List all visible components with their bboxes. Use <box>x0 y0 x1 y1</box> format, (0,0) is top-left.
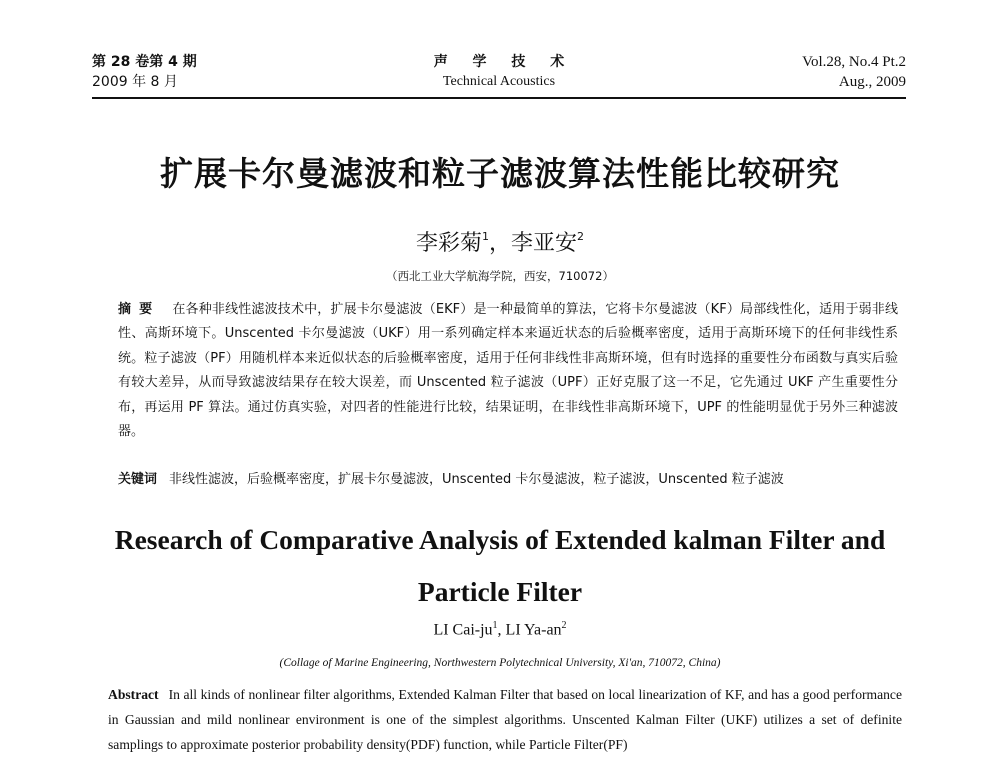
running-header <box>92 52 906 96</box>
author-2-cn: 李亚安 <box>511 231 578 256</box>
header-journal-name <box>92 52 906 92</box>
keywords-cn <box>118 468 898 492</box>
header-rule <box>92 97 906 99</box>
author-1-en: LI Cai-ju <box>433 621 493 639</box>
header-date-en: Aug., 2009 <box>838 74 906 90</box>
author-1-affil-mark: 1 <box>481 230 489 243</box>
abstract-cn <box>118 298 898 444</box>
abstract-cn-text: 在各种非线性滤波技术中，扩展卡尔曼滤波（EKF）是一种最简单的算法，它将卡尔曼滤波（KF）局部线性化，适用于弱非线性、高斯环境下。Unscented 卡尔曼滤波（UKF）用一系列确定样本来逼近状态的后验概率密度，适用于高斯环境下的任何非线性系统。粒子滤波（PF）用随机样本来近似状态的后验概率密度，适用于任何非线性非高斯环境，但有时选择的重要性分布函数与真实后验有较大差异，从而导致滤波结果存在较大误差，而 Unscented 粒子滤波（UPF）正好克服了这一不足，它先通过 UKF 产生重要性分布，再运用 PF 算法。通过仿真实验，对四者的性能进行比较，结果证明，在非线性非高斯环境下，UPF 的性能明显优于另外三种滤波器。 <box>118 302 898 440</box>
header-date-cn: 2009 年 8 月 <box>92 74 178 90</box>
paper-title-en <box>0 514 1000 618</box>
keywords-cn-text: 非线性滤波，后验概率密度，扩展卡尔曼滤波，Unscented 卡尔曼滤波，粒子滤波，Unscented 粒子滤波 <box>169 472 784 487</box>
authors-cn <box>0 226 1000 257</box>
header-vol-no: Vol.28, No.4 Pt.2 <box>802 54 906 70</box>
authors-en <box>0 620 1000 639</box>
header-volume-en <box>802 52 906 92</box>
author-2-en: LI Ya-an <box>505 621 562 639</box>
keywords-cn-label: 关键词 <box>118 472 158 487</box>
paper-title-cn: 扩展卡尔曼滤波和粒子滤波算法性能比较研究 <box>160 154 840 193</box>
journal-name-en: Technical Acoustics <box>442 74 556 89</box>
author-1-cn: 李彩菊 <box>415 231 482 256</box>
author-2-affil-mark: 2 <box>577 230 585 243</box>
author-2-en-affil-mark: 2 <box>561 620 567 631</box>
author-en-separator: , <box>497 621 506 639</box>
header-volume-issue: 第 28 卷第 4 期 <box>92 54 197 70</box>
abstract-cn-label: 摘要 <box>118 302 161 317</box>
abstract-en <box>108 682 902 757</box>
abstract-en-text: In all kinds of nonlinear filter algorithms, Extended Kalman Filter that based on local linearization of KF, and has a good performance in Gaussian and mild nonlinear environment is one of the simplest algorithms. Unscented Kalman Filter (UKF) utilizes a set of definite samplings to approximate posterior probability density(PDF) function, while Particle Filter(PF) <box>108 687 902 752</box>
affiliation-cn: （西北工业大学航海学院，西安，710072） <box>386 269 614 283</box>
journal-name-cn: 声 学 技 术 <box>433 54 575 70</box>
abstract-en-label: Abstract <box>108 687 159 702</box>
author-1-en-affil-mark: 1 <box>492 620 498 631</box>
affiliation-en: (Collage of Marine Engineering, Northwestern Polytechnical University, Xi'an, 710072, China) <box>279 657 721 669</box>
author-separator: ， <box>488 231 511 256</box>
paper-title-en-line2: Particle Filter <box>417 576 583 607</box>
paper-title-en-line1: Research of Comparative Analysis of Extended kalman Filter and <box>114 524 886 555</box>
